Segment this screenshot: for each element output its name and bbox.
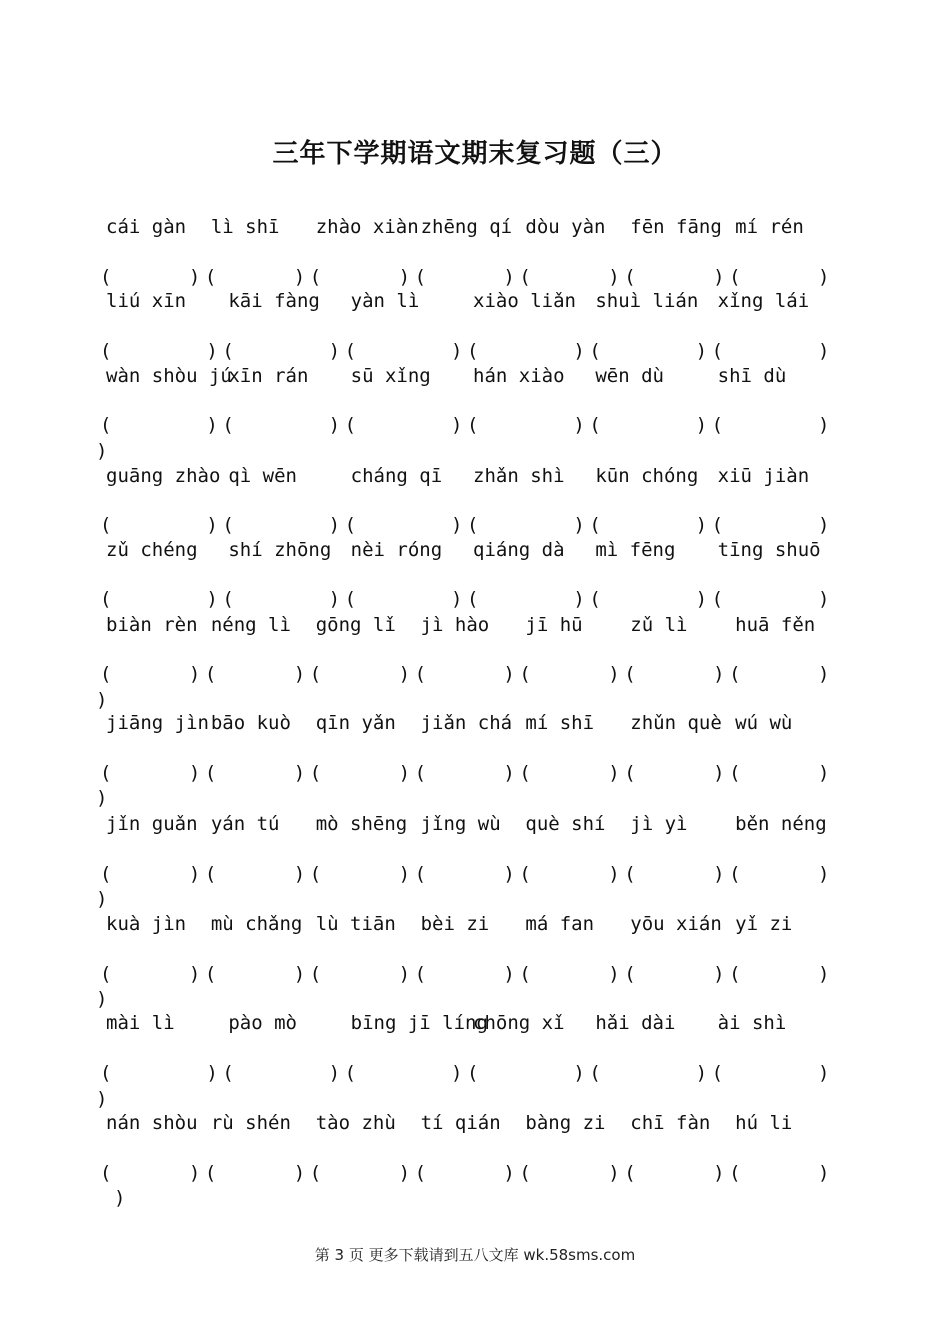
answer-blank-close: ) [188,762,201,784]
pinyin-word: yán tú [210,813,280,835]
answer-blank-open: ( [467,414,479,436]
answer-blank-close: ) [818,1162,830,1184]
answer-blank-open: ( [222,414,234,436]
answer-blank-close: ) [695,514,708,536]
answer-blank-open: ( [344,414,357,436]
answer-blank-open: ( [222,514,234,536]
pinyin-word: bāo kuò [210,712,291,734]
answer-blank-close: ) [206,514,218,536]
pinyin-word: biàn rèn [106,614,198,636]
pinyin-word: què shí [525,813,606,835]
answer-blank-close: ) [713,762,725,784]
pinyin-word: mò shēng [315,813,408,835]
pinyin-word: zhào xiàn [315,216,419,238]
answer-blank-close: ) [328,340,341,362]
pinyin-word: xǐng lái [717,290,810,312]
pinyin-word: jǐng wù [420,813,501,835]
answer-blank-open: ( [222,1062,234,1084]
pinyin-row [0,813,950,843]
answer-blank-open: ( [711,1062,724,1084]
answer-blank-open: ( [309,266,322,288]
pinyin-word: chī fàn [630,1112,711,1134]
answer-blank-open: ( [100,762,112,784]
answer-blank-open: ( [100,414,112,436]
answer-blank-close: ) [695,340,708,362]
pinyin-word: cái gàn [106,216,187,238]
answer-blank-close: ) [188,266,201,288]
answer-blank-close: ) [818,1062,830,1084]
answer-blank-open: ( [344,514,357,536]
answer-blank-open: ( [100,1062,112,1084]
pinyin-row [0,1112,950,1142]
answer-blank-open: ( [729,1162,741,1184]
answer-blank-close-wrapped: ) [96,787,108,809]
answer-blank-close: ) [451,340,463,362]
pinyin-word: lù tiān [315,913,396,935]
pinyin-word: jì yì [630,813,688,835]
pinyin-word: guāng zhào [106,465,221,487]
answer-blank-open: ( [100,863,112,885]
answer-blank-open: ( [414,663,427,685]
pinyin-word: kuà jìn [106,913,187,935]
answer-blank-open: ( [309,863,322,885]
answer-blank-row [0,1162,950,1186]
answer-blank-open: ( [204,963,217,985]
pinyin-word: mài lì [106,1012,175,1034]
answer-blank-open: ( [519,266,531,288]
answer-blank-close: ) [573,588,585,610]
answer-blank-close: ) [695,414,708,436]
answer-blank-close: ) [206,414,218,436]
answer-blank-close: ) [188,663,201,685]
pinyin-word: qì wēn [228,465,297,487]
answer-blank-open: ( [729,266,741,288]
answer-blank-close-wrapped: ) [114,1187,126,1209]
answer-blank-close: ) [451,588,463,610]
answer-blank-close: ) [398,663,411,685]
answer-blank-open: ( [467,514,479,536]
answer-blank-open: ( [414,1162,427,1184]
answer-blank-open: ( [100,266,112,288]
answer-blank-open: ( [711,340,724,362]
answer-blank-close-wrapped: ) [96,988,108,1010]
answer-blank-open: ( [467,1062,479,1084]
answer-blank-close: ) [608,266,620,288]
answer-blank-open: ( [729,762,741,784]
answer-blank-open: ( [309,663,322,685]
answer-blank-row [0,414,950,438]
pinyin-word: zǔ chéng [106,539,198,561]
answer-blank-close: ) [713,663,725,685]
answer-blank-close: ) [713,1162,725,1184]
pinyin-word: hán xiào [473,365,565,387]
answer-blank-row [0,266,950,290]
answer-blank-open: ( [729,863,741,885]
answer-blank-close: ) [573,414,585,436]
answer-blank-open: ( [100,963,112,985]
answer-blank-close: ) [503,762,515,784]
answer-blank-open: ( [624,663,636,685]
pinyin-word: qiáng dà [473,539,565,561]
answer-blank-row [0,762,950,786]
answer-blank-close: ) [818,863,830,885]
pinyin-word: xiào liǎn [473,290,576,312]
answer-blank-row [0,514,950,538]
pinyin-word: sū xǐng [350,365,431,387]
page-footer: 第 3 页 更多下载请到五八文库 wk.58sms.com [314,1246,636,1264]
answer-blank-close: ) [818,414,830,436]
answer-blank-close: ) [398,1162,411,1184]
pinyin-row [0,290,950,320]
pinyin-row [0,216,950,246]
answer-blank-open: ( [414,963,427,985]
pinyin-word: jì hào [420,614,490,636]
pinyin-word: wàn shòu jú [106,365,232,387]
answer-blank-open: ( [729,963,741,985]
answer-blank-close-wrapped: ) [96,1088,108,1110]
answer-blank-open: ( [711,414,724,436]
answer-blank-close: ) [608,863,620,885]
answer-blank-close: ) [398,762,411,784]
answer-blank-close: ) [818,762,830,784]
pinyin-word: rù shén [210,1112,291,1134]
answer-blank-close: ) [573,1062,585,1084]
page-title: 三年下学期语文期末复习题（三） [272,139,678,169]
answer-blank-close: ) [573,514,585,536]
answer-blank-close: ) [503,963,515,985]
answer-blank-close: ) [818,340,830,362]
answer-blank-close: ) [451,1062,463,1084]
pinyin-word: yōu xián [630,913,722,935]
pinyin-word: pào mò [228,1012,297,1034]
answer-blank-close: ) [818,663,830,685]
pinyin-word: tīng shuō [717,539,821,561]
answer-blank-open: ( [204,663,217,685]
pinyin-word: mí shī [525,712,595,734]
answer-blank-close: ) [206,1062,218,1084]
answer-blank-close: ) [293,863,306,885]
answer-blank-close: ) [398,266,411,288]
answer-blank-open: ( [414,762,427,784]
pinyin-word: tào zhù [315,1112,396,1134]
pinyin-word: xiū jiàn [717,465,810,487]
answer-blank-open: ( [624,963,636,985]
answer-blank-open: ( [100,340,112,362]
pinyin-word: kāi fàng [228,290,320,312]
answer-blank-close: ) [713,266,725,288]
pinyin-word: jī hū [525,614,583,636]
answer-blank-open: ( [414,863,427,885]
answer-blank-open: ( [624,266,636,288]
answer-blank-close: ) [188,963,201,985]
pinyin-word: nèi róng [350,539,443,561]
pinyin-word: yǐ zi [735,913,793,935]
answer-blank-close: ) [695,588,708,610]
answer-blank-open: ( [589,514,601,536]
answer-blank-close: ) [713,863,725,885]
pinyin-word: zhǔn què [630,712,722,734]
answer-blank-open: ( [519,1162,531,1184]
answer-blank-open: ( [624,762,636,784]
answer-blank-close-wrapped: ) [96,888,108,910]
answer-blank-open: ( [222,588,234,610]
answer-blank-open: ( [222,340,234,362]
answer-blank-close: ) [398,963,411,985]
pinyin-word: mí rén [735,216,804,238]
answer-blank-close-wrapped: ) [96,440,108,462]
answer-blank-close: ) [206,340,218,362]
pinyin-word: dòu yàn [525,216,606,238]
answer-blank-row [0,663,950,687]
answer-blank-open: ( [309,963,322,985]
answer-blank-open: ( [624,863,636,885]
answer-blank-open: ( [589,414,601,436]
pinyin-word: zhēng qí [420,216,513,238]
answer-blank-open: ( [204,863,217,885]
answer-blank-close: ) [328,588,341,610]
answer-blank-open: ( [100,1162,112,1184]
answer-blank-open: ( [100,514,112,536]
pinyin-word: jiāng jìn [106,712,209,734]
pinyin-word: gōng lǐ [315,614,396,636]
answer-blank-open: ( [100,663,112,685]
answer-blank-open: ( [519,663,531,685]
answer-blank-close: ) [503,266,515,288]
pinyin-word: xīn rán [228,365,309,387]
pinyin-word: wēn dù [595,365,664,387]
answer-blank-close: ) [608,963,620,985]
answer-blank-open: ( [100,588,112,610]
answer-blank-close: ) [608,663,620,685]
answer-blank-row [0,1062,950,1086]
answer-blank-close: ) [328,1062,341,1084]
answer-blank-close: ) [293,663,306,685]
pinyin-word: liú xīn [106,290,187,312]
pinyin-word: hǎi dài [595,1012,676,1034]
answer-blank-close: ) [293,1162,306,1184]
answer-blank-open: ( [414,266,427,288]
answer-blank-close: ) [818,963,830,985]
pinyin-row [0,365,950,395]
answer-blank-open: ( [344,588,357,610]
answer-blank-open: ( [589,588,601,610]
answer-blank-open: ( [519,762,531,784]
pinyin-word: néng lì [210,614,291,636]
answer-blank-open: ( [467,588,479,610]
answer-blank-open: ( [711,588,724,610]
answer-blank-close: ) [695,1062,708,1084]
answer-blank-close: ) [503,663,515,685]
pinyin-word: mù chǎng [210,913,303,935]
answer-blank-close: ) [451,514,463,536]
answer-blank-row [0,340,950,364]
answer-blank-close-wrapped: ) [96,689,108,711]
answer-blank-open: ( [589,1062,601,1084]
pinyin-word: cháng qī [350,465,443,487]
answer-blank-row [0,588,950,612]
pinyin-word: chōng xǐ [473,1012,565,1034]
pinyin-word: shuì lián [595,290,699,312]
pinyin-word: hú li [735,1112,793,1134]
pinyin-word: bàng zi [525,1112,606,1134]
pinyin-word: běn néng [735,813,827,835]
answer-blank-close: ) [206,588,218,610]
pinyin-row [0,1012,950,1042]
answer-blank-open: ( [624,1162,636,1184]
answer-blank-close: ) [293,963,306,985]
answer-blank-close: ) [608,1162,620,1184]
answer-blank-row [0,863,950,887]
answer-blank-open: ( [344,1062,357,1084]
answer-blank-close: ) [293,762,306,784]
pinyin-word: fēn fāng [630,216,722,238]
pinyin-word: shí zhōng [228,539,332,561]
pinyin-row [0,465,950,495]
answer-blank-open: ( [519,863,531,885]
answer-blank-close: ) [503,863,515,885]
pinyin-word: mì fēng [595,539,676,561]
pinyin-word: kūn chóng [595,465,699,487]
answer-blank-close: ) [818,266,830,288]
pinyin-word: nán shòu [106,1112,198,1134]
pinyin-word: huā fěn [735,614,816,636]
answer-blank-row [0,963,950,987]
pinyin-row [0,614,950,644]
pinyin-word: qīn yǎn [315,712,396,734]
answer-blank-open: ( [711,514,724,536]
answer-blank-close: ) [188,863,201,885]
answer-blank-close: ) [503,1162,515,1184]
pinyin-word: lì shī [210,216,280,238]
answer-blank-open: ( [204,762,217,784]
answer-blank-close: ) [573,340,585,362]
answer-blank-open: ( [729,663,741,685]
answer-blank-close: ) [818,514,830,536]
pinyin-row [0,913,950,943]
pinyin-row [0,712,950,742]
pinyin-row [0,539,950,569]
pinyin-word: jiǎn chá [420,712,513,734]
answer-blank-open: ( [344,340,357,362]
answer-blank-open: ( [204,1162,217,1184]
pinyin-word: tí qián [420,1112,501,1134]
answer-blank-close: ) [818,588,830,610]
answer-blank-open: ( [309,762,322,784]
pinyin-word: jǐn guǎn [106,813,198,835]
answer-blank-close: ) [328,514,341,536]
answer-blank-close: ) [293,266,306,288]
pinyin-word: ài shì [717,1012,787,1034]
pinyin-word: zhǎn shì [473,465,565,487]
answer-blank-close: ) [451,414,463,436]
pinyin-word: shī dù [717,365,787,387]
pinyin-word: yàn lì [350,290,420,312]
pinyin-word: má fan [525,913,595,935]
answer-blank-open: ( [204,266,217,288]
answer-blank-close: ) [398,863,411,885]
answer-blank-close: ) [188,1162,201,1184]
answer-blank-open: ( [467,340,479,362]
pinyin-word: bīng jī líng [350,1012,488,1034]
pinyin-word: bèi zi [420,913,490,935]
pinyin-word: wú wù [735,712,793,734]
pinyin-word: zǔ lì [630,614,688,636]
answer-blank-open: ( [519,963,531,985]
answer-blank-open: ( [309,1162,322,1184]
answer-blank-close: ) [713,963,725,985]
answer-blank-close: ) [328,414,341,436]
answer-blank-open: ( [589,340,601,362]
answer-blank-close: ) [608,762,620,784]
